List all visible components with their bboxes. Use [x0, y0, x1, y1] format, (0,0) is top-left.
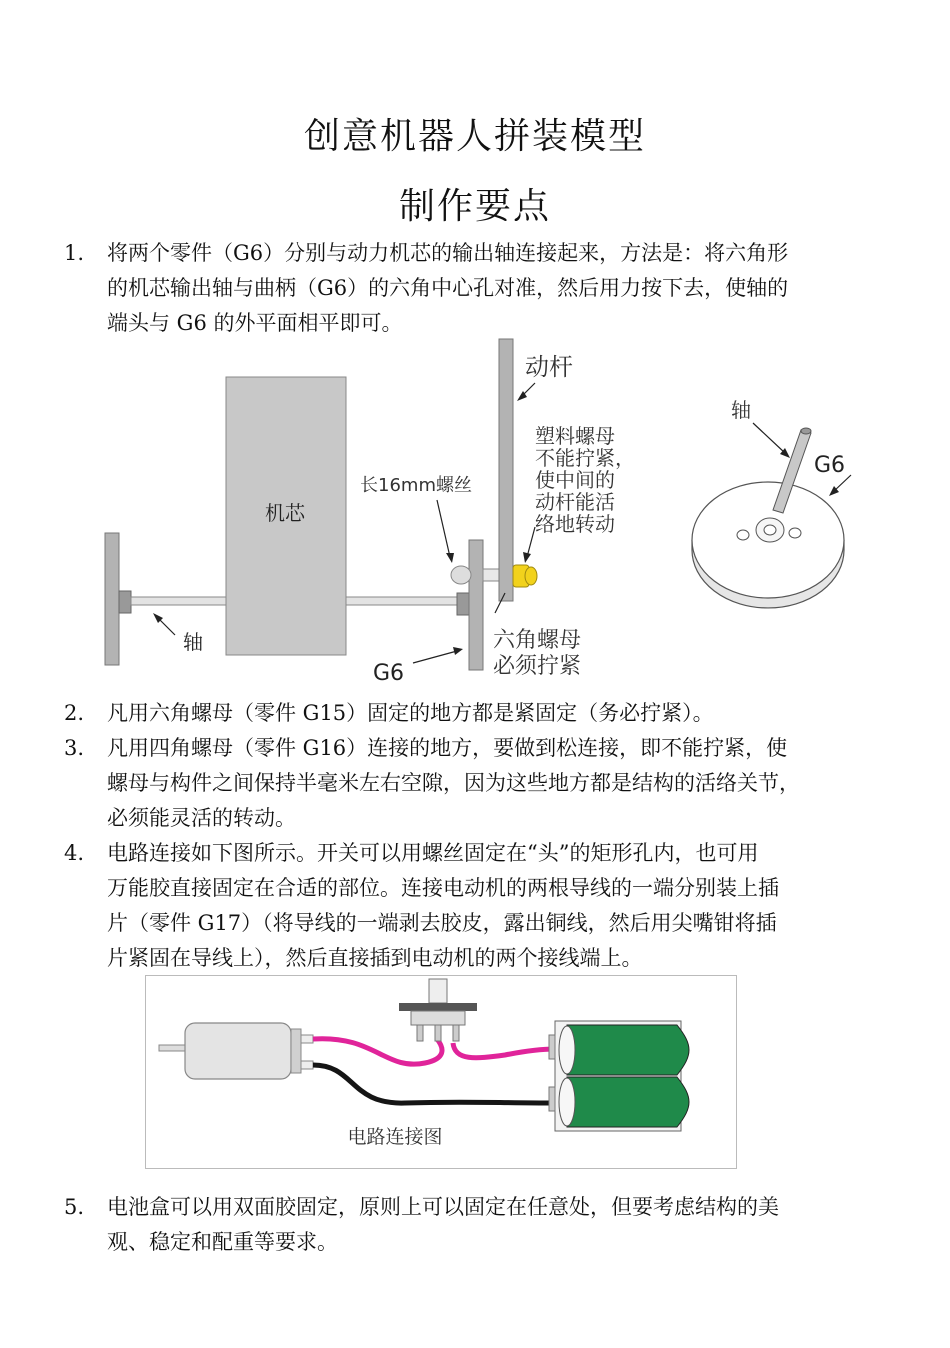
item-text-line: 凡用六角螺母（零件 G15）固定的地方都是紧固定（务必拧紧）。 [107, 701, 714, 725]
item-text-line: 片紧固在导线上），然后直接插到电动机的两个接线端上。 [107, 946, 643, 970]
g6-label: G6 [373, 661, 405, 686]
axle-label: 轴 [183, 630, 203, 654]
item-text-line: 的机芯输出轴与曲柄（G6）的六角中心孔对准，然后用力按下去，使轴的 [107, 276, 789, 300]
item-number: 5. [64, 1195, 85, 1219]
item-text-line: 螺母与构件之间保持半毫米左右空隙，因为这些地方都是结构的活络关节， [107, 771, 800, 795]
item-text-line: 必须能灵活的转动。 [107, 806, 296, 830]
plastic-nut-note: 塑料螺母 [535, 424, 615, 448]
item-text-line: 端头与 G6 的外平面相平即可。 [107, 311, 403, 335]
circuit-diagram [145, 975, 738, 1170]
hex-nut-note: 必须拧紧 [493, 654, 582, 679]
item-number: 1. [64, 241, 85, 265]
circuit-caption: 电路连接图 [347, 1126, 443, 1148]
item-text-line: 电路连接如下图所示。开关可以用螺丝固定在“头”的矩形孔内，也可用 [107, 841, 759, 865]
right-axle-hub [457, 593, 469, 615]
hex-nut-note: 六角螺母 [493, 628, 582, 653]
core-label: 机芯 [265, 501, 305, 525]
item-text-line: 万能胶直接固定在合适的部位。连接电动机的两根导线的一端分别装上插 [107, 876, 779, 900]
detail-g6-label: G6 [813, 453, 845, 478]
detail-axle-label: 轴 [731, 398, 751, 422]
item-text-line: 将两个零件（G6）分别与动力机芯的输出轴连接起来，方法是：将六角形 [107, 241, 789, 265]
rod-label: 动杆 [525, 353, 573, 381]
battery-box [549, 1021, 689, 1131]
item-number: 4. [64, 841, 85, 865]
moving-rod [499, 339, 513, 601]
item-text-line: 电池盒可以用双面胶固定，原则上可以固定在任意处，但要考虑结构的美 [107, 1195, 779, 1219]
item-number: 3. [64, 736, 85, 760]
left-axle-hub [119, 591, 131, 613]
item-text-line: 片（零件 G17）（将导线的一端剥去胶皮，露出铜线，然后用尖嘴钳将插 [107, 911, 777, 935]
right-crank-plate [469, 540, 483, 670]
left-crank-plate [105, 533, 119, 665]
assembly-diagram [95, 335, 855, 690]
page-subtitle: 制作要点 [398, 186, 551, 227]
item-number: 2. [64, 701, 85, 725]
plastic-nut-note: 不能拧紧， [535, 446, 635, 470]
item-text-line: 观、稳定和配重等要求。 [107, 1230, 338, 1254]
plastic-nut-note: 使中间的 [535, 468, 615, 492]
page-title: 创意机器人拼装模型 [303, 116, 646, 157]
plastic-nut-note: 动杆能活 [535, 490, 615, 514]
plastic-nut-note: 络地转动 [535, 512, 615, 536]
item-text-line: 凡用四角螺母（零件 G16）连接的地方，要做到松连接，即不能拧紧，使 [107, 736, 788, 760]
screw-label: 长16mm螺丝 [360, 475, 472, 496]
